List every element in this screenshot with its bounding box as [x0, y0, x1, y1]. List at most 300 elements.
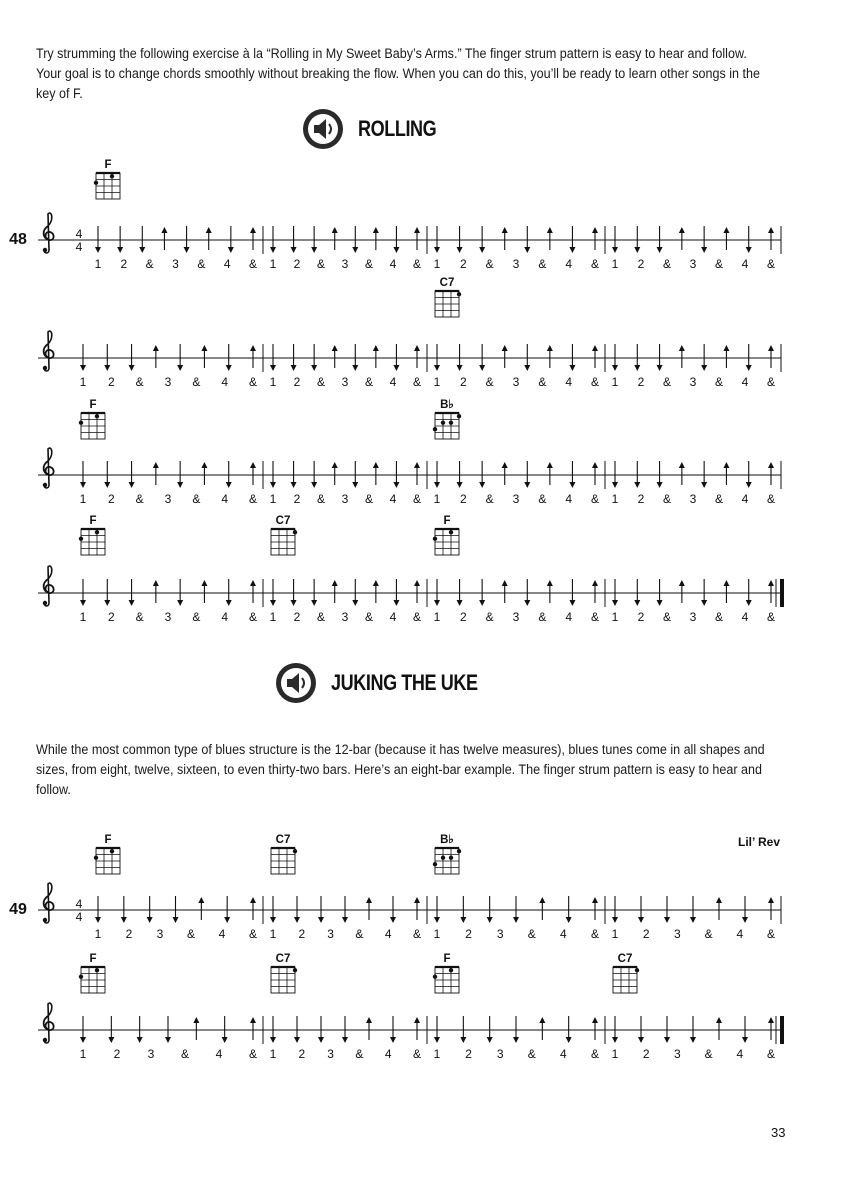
- count-label: 1: [611, 375, 619, 389]
- juking-title: JUKING THE UKE: [331, 670, 478, 695]
- count-label: &: [248, 257, 258, 271]
- chord-diagram: [433, 399, 461, 439]
- count-label: &: [538, 257, 547, 271]
- up-strum: [414, 897, 420, 920]
- up-strum: [768, 897, 774, 920]
- up-strum: [201, 580, 207, 603]
- up-strum: [679, 580, 685, 603]
- count-label: &: [714, 257, 724, 271]
- count-label: &: [192, 375, 201, 389]
- count-label: 2: [642, 927, 650, 941]
- up-strum: [679, 462, 685, 485]
- count-label: &: [412, 375, 422, 389]
- count-label: 4: [736, 927, 744, 941]
- count-label: 2: [107, 375, 115, 389]
- count-label: &: [412, 492, 422, 506]
- count-label: 1: [433, 375, 441, 389]
- count-label: 1: [433, 927, 441, 941]
- up-strum: [373, 345, 379, 368]
- count-label: &: [145, 257, 154, 271]
- count-label: 1: [79, 492, 87, 506]
- count-label: 3: [327, 1047, 334, 1061]
- rolling-title: ROLLING: [358, 116, 437, 141]
- count-label: 2: [459, 610, 467, 624]
- count-label: &: [590, 492, 600, 506]
- treble-clef: [43, 883, 54, 923]
- up-strum: [723, 462, 729, 485]
- count-label: 4: [221, 492, 229, 506]
- count-label: 2: [298, 1047, 306, 1061]
- count-label: 3: [164, 492, 172, 506]
- count-label: &: [766, 492, 776, 506]
- up-strum: [768, 1017, 774, 1040]
- up-strum: [414, 580, 420, 603]
- chord-name: C7: [275, 834, 291, 846]
- count-label: 4: [565, 492, 573, 506]
- finger-dot: [95, 530, 99, 534]
- finger-dot: [457, 414, 461, 418]
- chord-name: F: [104, 159, 112, 171]
- count-label: &: [590, 257, 600, 271]
- count-label: 1: [269, 1047, 277, 1061]
- count-label: 1: [79, 375, 87, 389]
- up-strum: [250, 227, 256, 250]
- chord-name: B♭: [440, 399, 454, 411]
- count-label: &: [662, 492, 672, 506]
- time-signature-top: 4: [75, 227, 83, 241]
- count-label: &: [766, 257, 776, 271]
- count-label: 1: [611, 610, 619, 624]
- count-label: 4: [389, 375, 397, 389]
- count-label: 4: [384, 1047, 392, 1061]
- up-strum: [592, 462, 598, 485]
- count-label: &: [766, 927, 776, 941]
- finger-dot: [449, 530, 453, 534]
- count-label: 4: [741, 375, 749, 389]
- count-label: &: [538, 375, 547, 389]
- up-strum: [153, 462, 159, 485]
- up-strum: [592, 345, 598, 368]
- count-label: &: [412, 927, 422, 941]
- count-label: 3: [341, 610, 349, 624]
- finger-dot: [433, 537, 437, 541]
- chord-diagram: [271, 834, 297, 874]
- up-strum: [547, 580, 553, 603]
- finger-dot: [293, 968, 297, 972]
- count-label: 1: [433, 610, 441, 624]
- up-strum: [373, 580, 379, 603]
- finger-dot: [95, 968, 99, 972]
- count-label: &: [364, 492, 374, 506]
- composer-credit: Lil’ Rev: [738, 835, 781, 849]
- up-strum: [366, 897, 372, 920]
- count-label: &: [485, 492, 494, 506]
- treble-clef: [43, 213, 54, 253]
- up-strum: [153, 580, 159, 603]
- chord-name: C7: [617, 953, 633, 965]
- count-label: 2: [637, 257, 645, 271]
- chord-name: F: [89, 953, 97, 965]
- finger-dot: [79, 537, 83, 541]
- count-label: &: [485, 375, 494, 389]
- count-label: &: [364, 257, 374, 271]
- count-label: 1: [269, 927, 277, 941]
- count-label: &: [316, 257, 326, 271]
- count-label: 4: [560, 1047, 567, 1061]
- up-strum: [502, 580, 508, 603]
- up-strum: [502, 462, 508, 485]
- chord-diagram: [94, 834, 120, 874]
- up-strum: [206, 227, 212, 250]
- treble-clef: [43, 1003, 54, 1043]
- count-label: 1: [433, 492, 441, 506]
- up-strum: [723, 580, 729, 603]
- up-strum: [547, 345, 553, 368]
- count-label: &: [316, 610, 326, 624]
- count-label: 4: [389, 257, 397, 271]
- count-label: &: [364, 375, 374, 389]
- up-strum: [547, 227, 553, 250]
- count-label: 3: [512, 610, 520, 624]
- count-label: 3: [674, 927, 681, 941]
- count-label: 2: [465, 1047, 472, 1061]
- up-strum: [373, 227, 379, 250]
- treble-clef: [43, 331, 54, 371]
- up-strum: [414, 462, 420, 485]
- finger-dot: [449, 856, 453, 860]
- count-label: 4: [215, 1047, 223, 1061]
- count-label: 1: [79, 610, 87, 624]
- up-strum: [250, 580, 256, 603]
- finger-dot: [110, 174, 114, 178]
- count-label: 2: [459, 257, 467, 271]
- count-label: 2: [459, 492, 467, 506]
- count-label: 4: [741, 492, 749, 506]
- up-strum: [373, 462, 379, 485]
- up-strum: [250, 462, 256, 485]
- count-label: &: [714, 610, 724, 624]
- chord-name: C7: [439, 277, 455, 289]
- up-strum: [201, 345, 207, 368]
- count-label: 3: [164, 610, 172, 624]
- count-label: 1: [94, 927, 102, 941]
- finger-dot: [433, 975, 437, 979]
- intro-paragraph: Try strumming the following exercise à la “Rolling in My Sweet Baby’s Arms.” The finger strum pattern is easy to hear and follow. Your goal is to change chords smoothly without breaking the flow. When you can do this, you’ll be ready to learn other songs in the key of F.: [36, 46, 760, 101]
- count-label: &: [135, 610, 144, 624]
- chord-name: C7: [275, 515, 291, 527]
- count-label: &: [248, 927, 258, 941]
- staff-system: [38, 399, 781, 506]
- count-label: &: [714, 375, 724, 389]
- count-label: &: [355, 927, 364, 941]
- count-label: 1: [94, 257, 102, 271]
- staff-system: [38, 277, 781, 389]
- chord-diagram: [271, 515, 297, 555]
- count-label: &: [192, 610, 201, 624]
- count-label: &: [197, 257, 206, 271]
- count-label: 3: [496, 927, 504, 941]
- count-label: 4: [741, 257, 749, 271]
- chord-name: F: [443, 953, 451, 965]
- finger-dot: [457, 849, 461, 853]
- up-strum: [723, 227, 729, 250]
- count-label: 2: [107, 610, 115, 624]
- count-label: &: [186, 927, 196, 941]
- count-label: 1: [433, 1047, 441, 1061]
- final-barline: [780, 1016, 784, 1044]
- up-strum: [414, 227, 420, 250]
- count-label: 1: [433, 257, 441, 271]
- up-strum: [161, 227, 167, 250]
- count-label: 2: [465, 927, 472, 941]
- chord-name: F: [89, 515, 97, 527]
- up-strum: [679, 345, 685, 368]
- count-label: 1: [269, 610, 277, 624]
- count-label: 4: [565, 257, 573, 271]
- count-label: 1: [611, 492, 619, 506]
- count-label: &: [590, 927, 600, 941]
- count-label: 4: [565, 610, 573, 624]
- count-label: &: [316, 375, 326, 389]
- count-label: 3: [496, 1047, 504, 1061]
- finger-dot: [293, 530, 297, 534]
- count-label: 2: [637, 610, 645, 624]
- count-label: &: [316, 492, 326, 506]
- count-label: &: [248, 375, 258, 389]
- chord-diagram: [79, 953, 105, 993]
- up-strum: [547, 462, 553, 485]
- count-label: &: [538, 492, 547, 506]
- up-strum: [768, 345, 774, 368]
- count-label: &: [766, 375, 776, 389]
- finger-dot: [441, 421, 445, 425]
- chord-diagram: [435, 277, 461, 317]
- finger-dot: [94, 856, 98, 860]
- up-strum: [539, 1017, 545, 1040]
- chord-diagram: [613, 953, 639, 993]
- up-strum: [414, 1017, 420, 1040]
- count-label: 2: [107, 492, 115, 506]
- count-label: &: [766, 1047, 776, 1061]
- finger-dot: [457, 292, 461, 296]
- finger-dot: [433, 862, 437, 866]
- finger-dot: [433, 427, 437, 431]
- finger-dot: [95, 414, 99, 418]
- count-label: &: [248, 1047, 258, 1061]
- count-label: 3: [341, 492, 349, 506]
- count-label: 3: [341, 257, 349, 271]
- count-label: 2: [293, 257, 301, 271]
- up-strum: [768, 462, 774, 485]
- up-strum: [193, 1017, 199, 1040]
- up-strum: [250, 1017, 256, 1040]
- count-label: &: [527, 1047, 536, 1061]
- finger-dot: [449, 421, 453, 425]
- finger-dot: [79, 421, 83, 425]
- finger-dot: [635, 968, 639, 972]
- count-label: 3: [327, 927, 334, 941]
- count-label: 2: [637, 492, 645, 506]
- up-strum: [716, 1017, 722, 1040]
- count-label: 3: [512, 492, 520, 506]
- count-label: 2: [120, 257, 128, 271]
- finger-dot: [79, 975, 83, 979]
- up-strum: [198, 897, 204, 920]
- up-strum: [366, 1017, 372, 1040]
- count-label: 1: [269, 257, 277, 271]
- count-label: &: [714, 492, 724, 506]
- count-label: 1: [611, 1047, 619, 1061]
- count-label: 2: [293, 492, 301, 506]
- count-label: 4: [389, 610, 397, 624]
- chord-diagram: [271, 953, 297, 993]
- chord-diagram: [433, 953, 459, 993]
- chord-diagram: [433, 834, 461, 874]
- count-label: &: [766, 610, 776, 624]
- chord-diagram: [79, 399, 105, 439]
- juking-paragraph: While the most common type of blues structure is the 12-bar (because it has twelve measures), blues tunes come in all shapes and sizes, from eight, twelve, sixteen, to even thirty-two bars. Here’s an eight-bar example. The finger strum pattern is easy to hear and follow.: [36, 742, 765, 797]
- count-label: 1: [611, 257, 619, 271]
- count-label: 4: [736, 1047, 744, 1061]
- count-label: &: [412, 257, 422, 271]
- count-label: &: [192, 492, 201, 506]
- count-label: &: [662, 610, 672, 624]
- count-label: &: [248, 492, 258, 506]
- count-label: &: [485, 610, 494, 624]
- up-strum: [592, 1017, 598, 1040]
- count-label: &: [364, 610, 374, 624]
- count-label: 2: [637, 375, 645, 389]
- staff-system: [38, 953, 784, 1061]
- finger-dot: [110, 849, 114, 853]
- count-label: 2: [298, 927, 306, 941]
- exercise-number: 48: [9, 231, 27, 248]
- exercise-number: 49: [9, 901, 27, 918]
- up-strum: [332, 227, 338, 250]
- staff-system: [9, 834, 781, 941]
- treble-clef: [43, 448, 54, 488]
- final-barline: [780, 579, 784, 607]
- up-strum: [332, 462, 338, 485]
- count-label: 3: [164, 375, 172, 389]
- count-label: 3: [156, 927, 164, 941]
- count-label: &: [704, 927, 713, 941]
- page-number: 33: [771, 1125, 786, 1140]
- up-strum: [153, 345, 159, 368]
- up-strum: [332, 345, 338, 368]
- chord-name: F: [443, 515, 451, 527]
- count-label: 3: [689, 492, 697, 506]
- count-label: 2: [293, 610, 301, 624]
- count-label: &: [527, 927, 536, 941]
- count-label: 3: [512, 257, 520, 271]
- up-strum: [716, 897, 722, 920]
- count-label: &: [412, 1047, 422, 1061]
- up-strum: [539, 897, 545, 920]
- up-strum: [768, 580, 774, 603]
- count-label: &: [135, 375, 144, 389]
- up-strum: [592, 897, 598, 920]
- up-strum: [768, 227, 774, 250]
- up-strum: [679, 227, 685, 250]
- count-label: 2: [125, 927, 133, 941]
- count-label: 2: [642, 1047, 650, 1061]
- count-label: &: [135, 492, 144, 506]
- count-label: 3: [341, 375, 349, 389]
- treble-clef: [43, 566, 54, 606]
- up-strum: [592, 580, 598, 603]
- count-label: &: [538, 610, 547, 624]
- count-label: 4: [560, 927, 567, 941]
- chord-diagram: [433, 515, 459, 555]
- finger-dot: [449, 968, 453, 972]
- count-label: 1: [79, 1047, 87, 1061]
- count-label: &: [662, 375, 672, 389]
- finger-dot: [94, 181, 98, 185]
- up-strum: [201, 462, 207, 485]
- finger-dot: [293, 849, 297, 853]
- count-label: 4: [384, 927, 392, 941]
- up-strum: [502, 345, 508, 368]
- count-label: &: [485, 257, 494, 271]
- count-label: &: [180, 1047, 190, 1061]
- time-signature-bottom: 4: [75, 910, 83, 924]
- count-label: 3: [674, 1047, 681, 1061]
- up-strum: [414, 345, 420, 368]
- finger-dot: [441, 856, 445, 860]
- count-label: 1: [269, 492, 277, 506]
- count-label: &: [704, 1047, 713, 1061]
- count-label: 4: [221, 375, 229, 389]
- count-label: &: [590, 1047, 600, 1061]
- count-label: 2: [113, 1047, 121, 1061]
- count-label: &: [590, 610, 600, 624]
- count-label: 2: [293, 375, 301, 389]
- count-label: 1: [611, 927, 619, 941]
- up-strum: [502, 227, 508, 250]
- count-label: 2: [459, 375, 467, 389]
- chord-name: B♭: [440, 834, 454, 846]
- chord-name: F: [104, 834, 112, 846]
- up-strum: [250, 897, 256, 920]
- count-label: 3: [512, 375, 520, 389]
- up-strum: [332, 580, 338, 603]
- count-label: 4: [741, 610, 749, 624]
- count-label: 4: [218, 927, 226, 941]
- chord-name: F: [89, 399, 97, 411]
- count-label: &: [248, 610, 258, 624]
- count-label: &: [590, 375, 600, 389]
- chord-diagram: [79, 515, 105, 555]
- count-label: &: [662, 257, 672, 271]
- count-label: 4: [389, 492, 397, 506]
- count-label: 3: [689, 610, 697, 624]
- time-signature-bottom: 4: [75, 240, 83, 254]
- count-label: 3: [147, 1047, 155, 1061]
- count-label: 4: [221, 610, 229, 624]
- up-strum: [723, 345, 729, 368]
- count-label: 3: [689, 375, 697, 389]
- count-label: 3: [172, 257, 179, 271]
- chord-name: C7: [275, 953, 291, 965]
- count-label: &: [355, 1047, 364, 1061]
- staff-system: [38, 515, 784, 624]
- count-label: &: [412, 610, 422, 624]
- count-label: 3: [689, 257, 697, 271]
- staff-system: [9, 159, 781, 271]
- count-label: 1: [269, 375, 277, 389]
- up-strum: [250, 345, 256, 368]
